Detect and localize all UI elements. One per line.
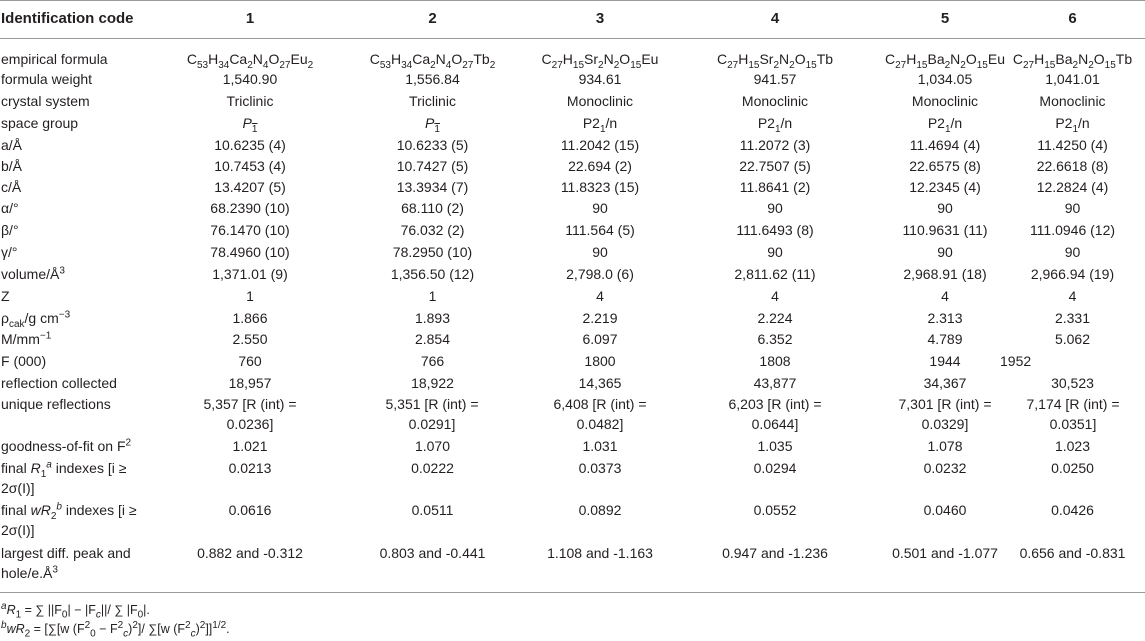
refl-value: 18,957 [228,375,272,391]
sg-value: $P2_1/n$ [927,115,963,135]
gamma-value: 78.4960 (10) [210,244,290,260]
a-value: 10.6233 (5) [396,137,469,153]
wr2-value: 0.0511 [411,502,454,518]
cs-value: Triclinic [409,93,456,109]
gof-value: 1.023 [1054,438,1091,454]
header-col-2: 2 [428,10,437,27]
fw-value: 1,034.05 [917,71,973,87]
c-value: 11.8641 (2) [739,179,811,195]
row-label-c: c/Å [1,179,22,195]
gof-value: 1.070 [414,438,451,454]
r1-value: 0.0232 [923,460,967,476]
gof-value: 1.078 [927,438,963,454]
formula-value: $C_{27}H_{15}Sr_2N_2O_{15}Eu$ [541,51,659,71]
fw-value: 941.57 [753,71,797,87]
a-value: 11.2042 (15) [560,137,640,153]
a-value: 11.2072 (3) [739,137,811,153]
refl-value: 18,922 [411,375,454,391]
f000-value: 1808 [759,353,791,369]
gamma-value: 90 [767,244,783,260]
header-col-3: 3 [595,10,605,27]
formula-value: $C_{27}H_{15}Sr_2N_2O_{15}Tb$ [716,51,834,71]
alpha-value: 90 [592,200,608,216]
mu-value: 2.550 [232,331,268,347]
row-label-fw: formula weight [1,71,93,87]
header-col-5: 5 [940,10,950,27]
sg-value: $P2_1/n$ [757,115,793,135]
f000-value: 760 [238,353,262,369]
formula-value: $C_{53}H_{34}Ca_2N_4O_{27}Eu_2$ [186,51,314,71]
vol-value: 2,968.91 (18) [903,266,987,282]
gof-value: 1.035 [757,438,793,454]
b-value: 22.694 (2) [568,158,632,174]
peak-value: 0.882 and -0.312 [197,545,303,561]
header-col-6: 6 [1068,10,1077,27]
f000-value: 766 [420,353,445,369]
a-value: 11.4694 (4) [909,137,981,153]
z-value: 1 [428,288,437,304]
f000-value: 1952 [1000,353,1032,369]
wr2-value: 0.0426 [1051,502,1094,518]
c-value: 12.2345 (4) [909,179,981,195]
cs-value: Monoclinic [911,93,979,109]
refl-value: 30,523 [1051,375,1094,391]
row-label-peak: largest diff. peak and hole/$e.Å^3$ [1,545,131,581]
refl-value: 43,877 [753,375,797,391]
vol-value: 1,371.01 (9) [212,266,288,282]
uniq-value: 7,301 [R (int) = 0.0329] [898,396,992,432]
gamma-value: 90 [592,244,608,260]
row-label-refl: reflection collected [1,375,117,391]
sg-value: $P2_1/n$ [1055,115,1090,135]
alpha-value: 90 [1064,200,1081,216]
gof-value: 1.021 [232,438,268,454]
header-col-1: 1 [245,10,255,27]
beta-value: 76.1470 (10) [210,222,290,238]
row-label-vol: volume/$Å^3$ [1,265,65,282]
b-value: 22.6575 (8) [909,158,981,174]
mu-value: 5.062 [1054,331,1091,347]
row-label-sg: space group [1,115,79,131]
row-label-f000: F (000) [1,353,47,369]
wr2-value: 0.0892 [578,502,622,518]
fw-value: 934.61 [578,71,622,87]
rho-value: 2.331 [1054,310,1091,326]
alpha-value: 68.110 (2) [401,200,464,216]
gof-value: 1.031 [582,438,618,454]
row-label-mu: $M/mm^{-1}$ [1,330,52,347]
r1-value: 0.0250 [1051,460,1094,476]
refl-value: 34,367 [923,375,967,391]
wr2-value: 0.0616 [228,502,272,518]
formula-value: $C_{27}H_{15}Ba_2N_2O_{15}Eu$ [884,51,1005,71]
sg-value: $P2_1/n$ [582,115,618,135]
refl-value: 14,365 [578,375,622,391]
rho-value: 1.866 [232,310,268,326]
c-value: 13.4207 (5) [214,179,286,195]
row-label-beta: β/° [1,222,19,238]
r1-value: 0.0213 [228,460,272,476]
b-value: 10.7427 (5) [396,158,469,174]
peak-value: 0.947 and -1.236 [722,545,828,561]
bottom-rule [0,592,1145,593]
row-label-wr2: final $wR_2^b$ indexes [i ≥ 2σ(I)] [1,501,137,538]
z-value: 4 [596,288,604,304]
footnote-b: $^bwR_2 = [\sum[w$ $(F^2_0 - F^2_c)^2]/$ ∑[w $(F^2_c)^2]]^{1/2}$. [1,619,230,640]
fw-value: 1,540.90 [222,71,278,87]
r1-value: 0.0222 [411,460,454,476]
uniq-value: 7,174 [R (int) = 0.0351] [1026,396,1120,432]
sg-value: $P_1$ [425,115,440,135]
vol-value: 2,811.62 (11) [734,266,816,282]
cs-value: Monoclinic [741,93,809,109]
b-value: 22.6618 (8) [1036,158,1109,174]
rho-value: 2.219 [582,310,618,326]
row-label-a: a/Å [1,137,23,153]
footnote-a: $^aR_1$ = ∑ $||F_0| - |F_c||/$ ∑ $|F_0|$. [1,600,150,621]
beta-value: 111.564 (5) [565,222,635,238]
r1-value: 0.0294 [753,460,797,476]
row-label-gamma: γ/° [1,244,18,260]
row-label-formula: empirical formula [1,51,108,67]
row-label-gof: goodness-of-fit on $F^2$ [1,437,132,454]
beta-value: 111.6493 (8) [736,222,814,238]
cs-value: Monoclinic [566,93,634,109]
f000-value: 1800 [584,353,616,369]
c-value: 13.3934 (7) [396,179,469,195]
row-label-r1: final $R_1^a$ indexes [i ≥ 2σ(I)] [1,459,127,496]
gamma-value: 90 [1064,244,1081,260]
cs-value: Triclinic [226,93,274,109]
b-value: 22.7507 (5) [739,158,811,174]
gamma-value: 78.2950 (10) [392,244,473,260]
f000-value: 1944 [929,353,961,369]
a-value: 11.4250 (4) [1037,137,1108,153]
peak-value: 1.108 and -1.163 [547,545,653,561]
peak-value: 0.501 and -1.077 [892,545,998,561]
vol-value: 1,356.50 (12) [390,266,475,282]
top-rule [0,0,1145,1]
wr2-value: 0.0552 [753,502,797,518]
row-label-z: Z [1,288,10,304]
rho-value: 2.224 [757,310,793,326]
uniq-value: 5,357 [R (int) = 0.0236] [203,396,297,432]
uniq-value: 6,203 [R (int) = 0.0644] [728,396,822,432]
uniq-value: 5,351 [R (int) = 0.0291] [385,396,479,432]
header-label: Identification code [1,10,134,27]
c-value: 11.8323 (15) [560,179,640,195]
sg-value: $P_1$ [242,115,258,135]
z-value: 4 [1068,288,1077,304]
fw-value: 1,556.84 [405,71,460,87]
r1-value: 0.0373 [578,460,622,476]
rho-value: 2.313 [927,310,963,326]
alpha-value: 68.2390 (10) [210,200,290,216]
row-label-uniq: unique reflections [1,396,111,412]
alpha-value: 90 [767,200,783,216]
header-rule [0,38,1145,39]
gamma-value: 90 [937,244,953,260]
b-value: 10.7453 (4) [214,158,286,174]
formula-value: $C_{53}H_{34}Ca_2N_4O_{27}Tb_2$ [369,51,496,71]
uniq-value: 6,408 [R (int) = 0.0482] [553,396,647,432]
row-label-b: b/Å [1,158,23,174]
rho-value: 1.893 [414,310,451,326]
row-label-alpha: α/° [1,200,19,216]
wr2-value: 0.0460 [923,502,967,518]
vol-value: 2,966.94 (19) [1030,266,1115,282]
mu-value: 6.097 [582,331,618,347]
header-col-4: 4 [770,10,780,27]
row-label-cs: crystal system [1,93,90,109]
alpha-value: 90 [937,200,953,216]
cs-value: Monoclinic [1039,93,1106,109]
vol-value: 2,798.0 (6) [566,266,634,282]
formula-value: $C_{27}H_{15}Ba_2N_2O_{15}Tb$ [1012,51,1133,71]
mu-value: 4.789 [927,331,963,347]
fw-value: 1,041.01 [1045,71,1100,87]
c-value: 12.2824 (4) [1036,179,1109,195]
z-value: 4 [941,288,949,304]
a-value: 10.6235 (4) [214,137,286,153]
beta-value: 110.9631 (11) [902,222,988,238]
peak-value: 0.803 and -0.441 [379,545,486,561]
beta-value: 111.0946 (12) [1029,222,1116,238]
peak-value: 0.656 and -0.831 [1019,545,1126,561]
mu-value: 6.352 [757,331,793,347]
mu-value: 2.854 [414,331,451,347]
row-label-rho: $\rho_{cak}/g$ $cm^{-3}$ [1,309,71,330]
z-value: 1 [246,288,254,304]
z-value: 4 [771,288,779,304]
beta-value: 76.032 (2) [400,222,465,238]
